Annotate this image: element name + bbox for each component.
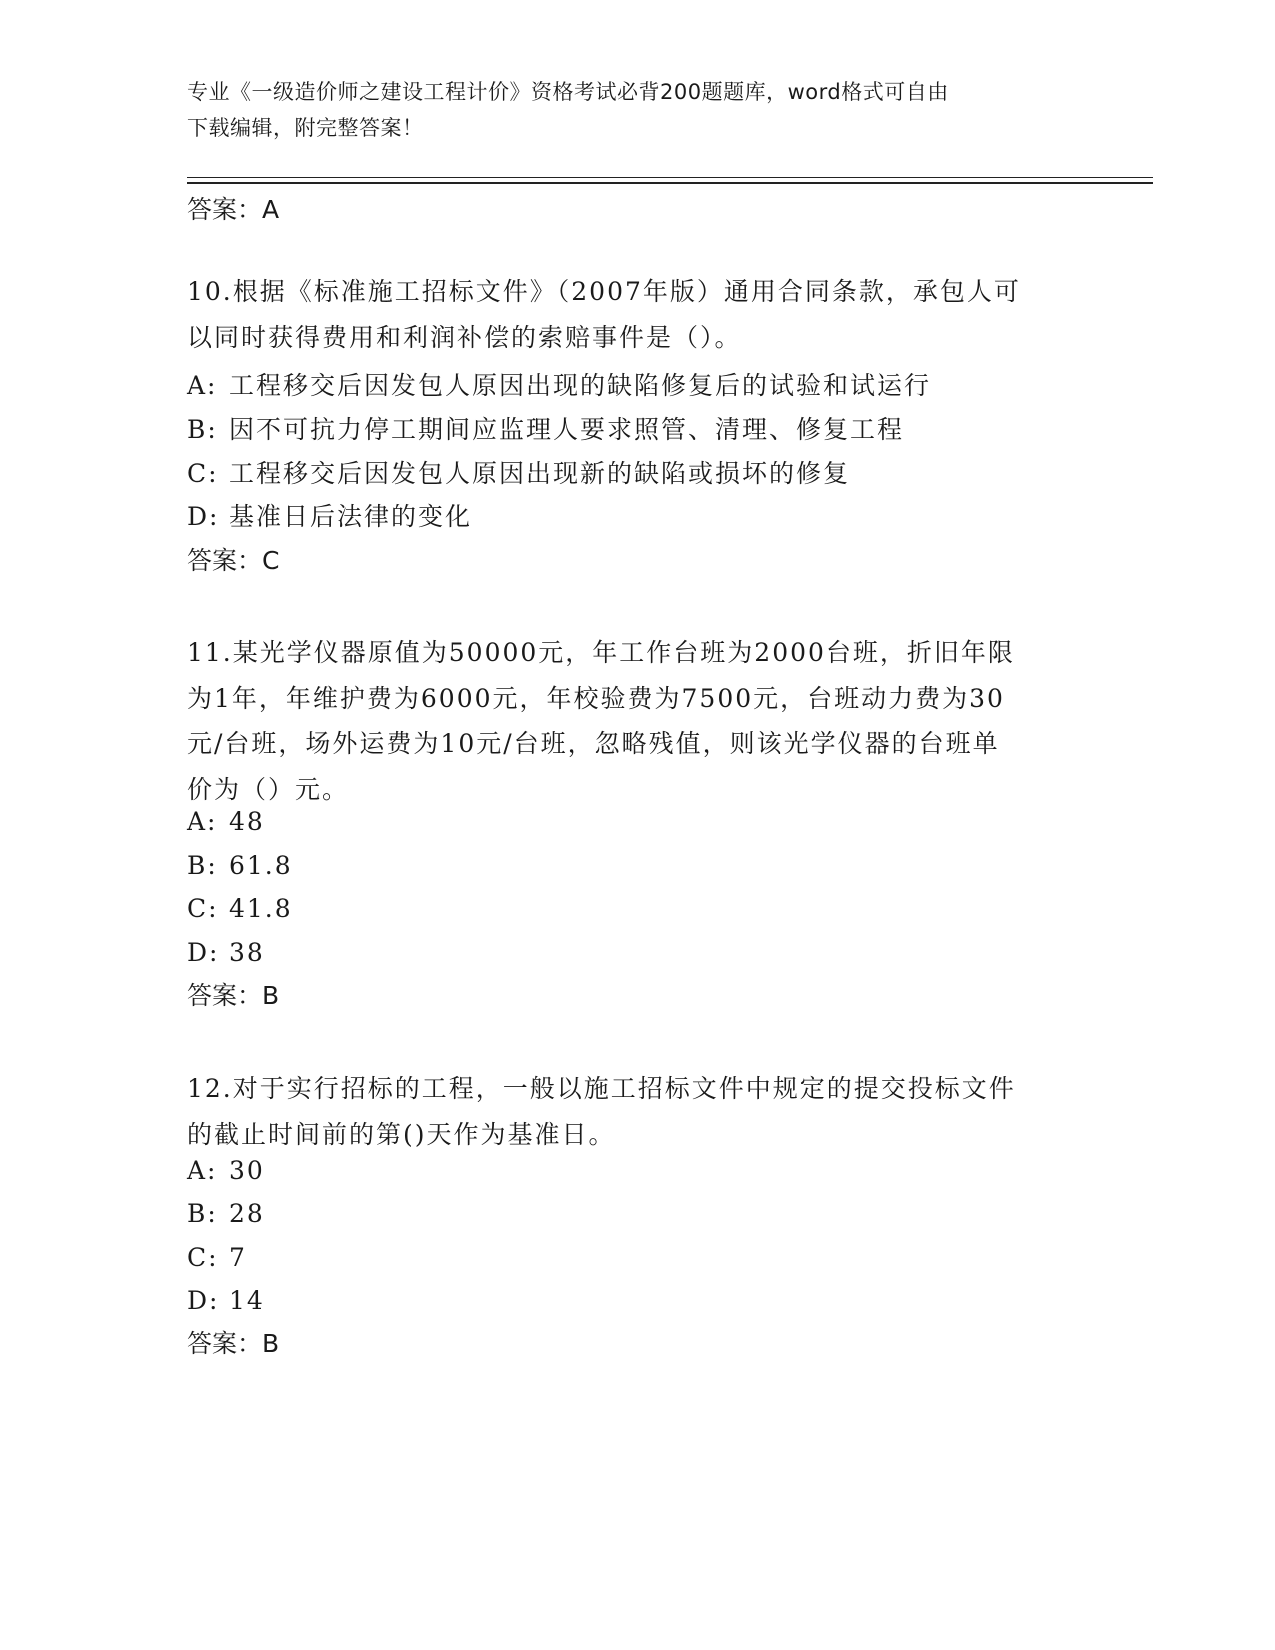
- option-key: B:: [187, 1199, 218, 1228]
- option-key: B:: [187, 415, 218, 444]
- option-text: 工程移交后因发包人原因出现的缺陷修复后的试验和试运行: [229, 371, 932, 400]
- option-key: A:: [187, 371, 218, 400]
- option-text: 工程移交后因发包人原因出现新的缺陷或损坏的修复: [229, 459, 851, 488]
- answer-label: 答案：: [187, 981, 263, 1010]
- q12-option-d: [187, 1286, 265, 1316]
- q11-answer: [187, 981, 279, 1011]
- option-text: 28: [229, 1199, 265, 1228]
- option-text: 41.8: [229, 894, 293, 923]
- option-key: C:: [187, 459, 219, 488]
- q10-option-b: [187, 415, 904, 445]
- q11-option-c: [187, 894, 293, 924]
- question-12: [187, 1066, 1087, 1157]
- question-line: 的截止时间前的第()天作为基准日。: [187, 1119, 616, 1149]
- question-line: 以同时获得费用和利润补偿的索赔事件是（）。: [187, 322, 742, 352]
- q12-answer: [187, 1329, 279, 1359]
- question-line: 为1年，年维护费为6000元，年校验费为7500元，台班动力费为30: [187, 683, 1005, 713]
- option-key: C:: [187, 1243, 219, 1272]
- option-key: A:: [187, 1156, 218, 1185]
- option-text: 7: [229, 1243, 247, 1272]
- question-line: 价为（）元。: [187, 774, 350, 804]
- question-11: [187, 630, 1087, 812]
- option-text: 14: [229, 1286, 265, 1315]
- question-10: [187, 269, 1087, 360]
- q10-option-a: [187, 371, 931, 401]
- option-key: C:: [187, 894, 219, 923]
- q12-option-b: [187, 1199, 265, 1229]
- answer-value: B: [262, 981, 280, 1010]
- q10-option-d: [187, 502, 472, 532]
- answer-label: 答案：: [187, 546, 263, 575]
- option-text: 61.8: [229, 851, 293, 880]
- q12-option-a: [187, 1156, 265, 1186]
- option-key: D:: [187, 1286, 220, 1315]
- question-line: 12.对于实行招标的工程，一般以施工招标文件中规定的提交投标文件: [187, 1074, 1016, 1103]
- q11-option-d: [187, 938, 265, 968]
- q10-option-c: [187, 459, 850, 489]
- question-line: 元/台班，场外运费为10元/台班，忽略残值，则该光学仪器的台班单: [187, 729, 1000, 758]
- question-line: 10.根据《标准施工招标文件》（2007年版）通用合同条款，承包人可: [187, 277, 1021, 306]
- answer-value: C: [262, 546, 280, 575]
- header-line-2: 下载编辑，附完整答案！: [187, 116, 424, 140]
- q12-option-c: [187, 1243, 247, 1273]
- header-rule-thin: [187, 177, 1153, 178]
- header-rule-thick: [187, 182, 1153, 184]
- q11-option-b: [187, 851, 293, 881]
- answer-label: 答案：: [187, 195, 263, 224]
- header-line-1: 专业《一级造价师之建设工程计价》资格考试必背200题题库，word格式可自由: [187, 80, 949, 104]
- option-text: 基准日后法律的变化: [229, 502, 473, 531]
- option-key: D:: [187, 938, 220, 967]
- question-line: 11.某光学仪器原值为50000元，年工作台班为2000台班，折旧年限: [187, 638, 1015, 667]
- q11-option-a: [187, 807, 265, 837]
- q9-answer: [187, 195, 279, 225]
- document-header: [187, 74, 1067, 146]
- option-text: 38: [229, 938, 265, 967]
- q10-answer: [187, 546, 279, 576]
- answer-label: 答案：: [187, 1329, 263, 1358]
- option-text: 因不可抗力停工期间应监理人要求照管、清理、修复工程: [229, 415, 905, 444]
- option-key: A:: [187, 807, 218, 836]
- answer-value: B: [262, 1329, 280, 1358]
- option-text: 48: [229, 807, 265, 836]
- option-text: 30: [229, 1156, 265, 1185]
- option-key: D:: [187, 502, 220, 531]
- option-key: B:: [187, 851, 218, 880]
- answer-value: A: [262, 195, 280, 224]
